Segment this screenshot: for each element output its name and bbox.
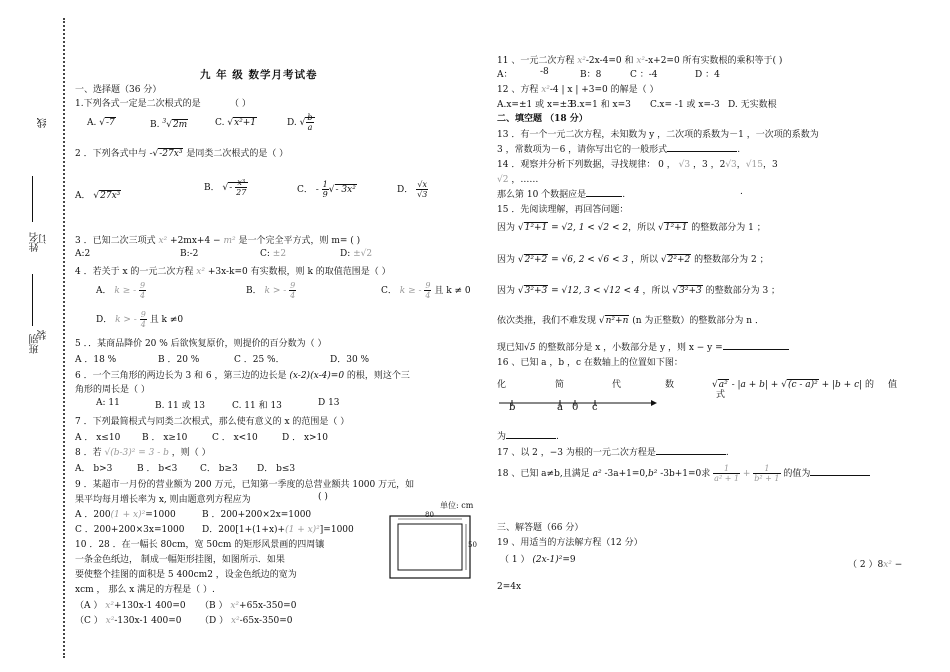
q1-paren: （ ） bbox=[230, 99, 251, 109]
q14-line2: 那么第 10 个数据应是 . bbox=[497, 190, 626, 200]
name-label: 姓名 bbox=[30, 232, 41, 252]
section-3-heading: 三、解答题（66 分） bbox=[497, 523, 584, 533]
q9-option-a: A ．200(1 + x)²=1000 bbox=[75, 510, 176, 520]
q8-option-d: D． b≤3 bbox=[257, 464, 296, 474]
q3-option-b: B:-2 bbox=[180, 249, 199, 259]
q10-line4: xcm ， 那么 x 满足的方程是（ ）. bbox=[75, 585, 215, 595]
figure-unit-label: 单位: cm bbox=[440, 501, 474, 510]
binding-zhuang: 装 bbox=[38, 330, 49, 340]
q15-row1: 因为 √1²+1 = √2, 1 < √2 < 2，所以 √1²+1 的整数部分为 1 ； bbox=[497, 223, 766, 233]
q9-option-d: D．200[1+(1+x)+(1 + x)²]=1000 bbox=[202, 525, 354, 535]
q10-option-d: （D ） x²-65x-350=0 bbox=[200, 616, 293, 626]
exam-title: 九 年 级 数学月考试卷 bbox=[200, 69, 318, 81]
q11-option-b: B：8 bbox=[580, 70, 602, 80]
q4-option-c: C． k ≥ - $\frac{9}{4}$ 且 k ≠ 0 bbox=[381, 281, 471, 300]
q16-stem: 16 、已知 a ，b ，c 在数轴上的位置如下图： bbox=[497, 358, 683, 368]
q1-option-d: D. √ $\frac{b}{a}$ bbox=[287, 113, 313, 132]
q7-option-c: C ． x<10 bbox=[212, 433, 258, 443]
q10-option-b: （B ） x²+65x-350=0 bbox=[200, 601, 297, 611]
q19-part2: （ 2 ）8x² − bbox=[848, 560, 903, 570]
q9-option-b: B ．200+200×2x=1000 bbox=[202, 510, 312, 520]
q12-stem: 12 、方程 x²-4 | x | +3=0 的解是（ ） bbox=[497, 85, 659, 95]
q13-line2: 3 ，常数项为－6 ，请你写出它的一般形式 . bbox=[497, 145, 741, 155]
q7-option-d: D ． x>10 bbox=[282, 433, 329, 443]
q15-row4: 依次类推，我们不难发现 √n²+n (n 为正整数）的整数部分为 n ． bbox=[497, 316, 764, 326]
q10-option-c: （C ） x²-130x-1 400=0 bbox=[75, 616, 182, 626]
q9-option-c: C ．200+200×3x=1000 bbox=[75, 525, 185, 535]
q8-option-c: C． b≥3 bbox=[200, 464, 238, 474]
q1-stem: 1.下列各式一定是二次根式的是 bbox=[75, 99, 201, 109]
q10-option-a: （A ） x²+130x-1 400=0 bbox=[75, 601, 186, 611]
q7-option-a: A ． x≤10 bbox=[75, 433, 121, 443]
q6-option-c: C. 11 和 13 bbox=[232, 401, 282, 411]
q6-option-b: B. 11 或 13 bbox=[155, 401, 205, 411]
figure-height-label: 50 bbox=[468, 541, 477, 549]
binding-xian: 线 bbox=[38, 118, 49, 128]
q19-part1: （ 1 ） (2x-1)²=9 bbox=[500, 555, 576, 565]
q17-stem: 17 、以 2 ，−3 为根的一元二次方程是 . bbox=[497, 448, 729, 458]
q3-stem: 3 ．已知二次三项式 x² +2mx+4 − m² 是一个完全平方式，则 m= ( ) bbox=[75, 236, 361, 246]
q4-option-d: D． k > - $\frac{9}{4}$ 且 k ≠0 bbox=[96, 310, 184, 329]
number-line-label-a: a bbox=[557, 402, 563, 413]
q1-option-b: B. $^3$√2m bbox=[150, 118, 188, 130]
frame-figure bbox=[380, 508, 480, 588]
class-underline bbox=[32, 274, 33, 326]
q16-answer-line: 为 . bbox=[497, 432, 559, 442]
q16-value-char: 值 bbox=[888, 380, 898, 390]
q6-stem-line1: 6 ．一个三角形的两边长为 3 和 6 ，第三边的边长是 (x-2)(x-4)=0 的根，则这个三 bbox=[75, 371, 410, 381]
q2-option-c: C． - $\frac{1}{9}$ √- 3x² bbox=[297, 180, 356, 199]
q6-option-d: D 13 bbox=[318, 398, 340, 408]
figure-width-label: 80 bbox=[425, 511, 434, 519]
q4-option-b: B． k > - $\frac{9}{4}$ bbox=[246, 281, 296, 300]
q9-line2: 果平均每月增长率为 x, 则由题意列方程应为 bbox=[75, 495, 251, 505]
q14-dot: . bbox=[740, 187, 743, 197]
q2-option-a: A． √27x³ bbox=[75, 191, 121, 201]
q11-option-a-value: -8 bbox=[540, 67, 549, 77]
q16-char-5: 式 bbox=[716, 390, 726, 400]
q5-option-c: C ．25 %． bbox=[234, 355, 285, 365]
number-line-label-0: 0 bbox=[572, 402, 579, 413]
q19-stem: 19 、用适当的方法解方程（12 分） bbox=[497, 538, 643, 548]
q5-option-d: D．30 % bbox=[330, 355, 370, 365]
class-label: 班别 bbox=[30, 334, 41, 354]
binding-ding: 订 bbox=[38, 234, 49, 244]
q12-option-c: C.x= -1 或 x=-3 bbox=[650, 100, 720, 110]
q7-option-b: B ． x≥10 bbox=[142, 433, 188, 443]
q1-option-c: C. √x²+1 bbox=[215, 118, 257, 128]
q8-stem: 8 ．若 √(b-3)² = 3 - b ，则（ ） bbox=[75, 448, 211, 458]
q15-row2: 因为 √2²+2 = √6, 2 < √6 < 3 ，所以 √2²+2 的整数部分为 2 ； bbox=[497, 255, 769, 265]
q16-char-1: 化 bbox=[497, 380, 507, 390]
q16-char-4: 数 bbox=[665, 380, 675, 390]
q15-stem: 15 ．先阅读理解，再回答问题： bbox=[497, 205, 629, 215]
q7-stem: 7 ．下列最简根式与同类二次根式，那么使有意义的 x 的范围是（ ） bbox=[75, 417, 350, 427]
q9-paren: ( ) bbox=[318, 492, 328, 502]
number-line-label-b: b bbox=[509, 402, 516, 413]
q8-option-a: A． b>3 bbox=[75, 464, 113, 474]
q4-stem: 4 ．若关于 x 的一元二次方程 x² +3x-k=0 有实数根，则 k 的取值范围是（ ） bbox=[75, 267, 391, 277]
q14-stem: 14 ．观察并分析下列数据，寻找规律： 0 ， √3 ，3 ，2√3，√15，3 bbox=[497, 160, 778, 170]
q14-seq-cont: √2 ，…… bbox=[497, 175, 539, 185]
q10-line2: 一条金色纸边， 制成一幅矩形挂图，如图所示．如果 bbox=[75, 555, 285, 565]
q15-row5: 现已知√5 的整数部分是 x ，小数部分是 y ，则 x − y = bbox=[497, 340, 789, 353]
q13-line1: 13 ．有一个一元二次方程，未知数为 y ，二次项的系数为－1 ，一次项的系数为 bbox=[497, 130, 819, 140]
q8-option-b: B ． b<3 bbox=[137, 464, 178, 474]
q16-char-2: 简 bbox=[555, 380, 565, 390]
q1-option-a: A. √-7 bbox=[87, 118, 115, 128]
q10-line1: 10 ．28 ．在一幅长 80cm，宽 50cm 的矩形风景画的四周镶 bbox=[75, 540, 325, 550]
q11-option-a: A： bbox=[497, 70, 513, 80]
q16-char-3: 代 bbox=[612, 380, 622, 390]
q2-stem: 2 ．下列各式中与 -√-27x³ 是同类二次根式的是（ ） bbox=[75, 149, 289, 159]
section-1-heading: 一、选择题（36 分） bbox=[75, 85, 162, 95]
q5-stem: 5 ．．某商品降价 20 % 后欲恢复原价，则提价的百分数为（ ） bbox=[75, 339, 327, 349]
q15-row3: 因为 √3²+3 = √12, 3 < √12 < 4 ，所以 √3²+3 的整数部分为 3 ； bbox=[497, 286, 781, 296]
q9-line1: 9 ．某超市一月份的营业额为 200 万元，已知第一季度的总营业额共 1000 万元，如 bbox=[75, 480, 415, 490]
q19-part2-line2: 2=4x bbox=[497, 582, 522, 592]
q4-option-a: A． k ≥ - $\frac{9}{4}$ bbox=[96, 281, 146, 300]
q11-option-c: C ：-4 bbox=[630, 70, 658, 80]
q16-expression: √a² - |a + b| + √(c - a)² + |b + c| 的 bbox=[712, 380, 875, 390]
q3-option-a: A:2 bbox=[75, 249, 91, 259]
number-line-label-c: c bbox=[592, 402, 598, 413]
q3-option-c: C: ±2 bbox=[260, 249, 287, 259]
q11-option-d: D ：4 bbox=[695, 70, 720, 80]
q3-option-d: D: ±√2 bbox=[340, 249, 373, 259]
q5-option-b: B ．20 % bbox=[158, 355, 200, 365]
q18-stem: 18 、已知 a≠b,且满足 a² -3a+1=0,b² -3b+1=0求 $\frac{1}{\text{a² + 1}}$ + $\frac{1}{\text{b² + 1}}$ 的值为 bbox=[497, 464, 870, 483]
q11-stem: 11 、一元二次方程 x²-2x-4=0 和 x²-x+2=0 所有实数根的乘积等于( ) bbox=[497, 56, 783, 66]
q2-option-d: D． $\frac{√x}{√3}$ bbox=[397, 180, 428, 199]
q6-option-a: A: 11 bbox=[96, 398, 120, 408]
q6-stem-line2: 角形的周长是（ ） bbox=[75, 385, 150, 395]
name-underline bbox=[32, 176, 33, 222]
section-2-heading: 二、填空题 （18 分） bbox=[497, 114, 588, 124]
q12-option-d: D. 无实数根 bbox=[728, 100, 777, 110]
q2-option-b: B． √- $\frac{\text{x³}}{27}$ bbox=[204, 178, 247, 197]
binding-dotted-line bbox=[63, 18, 65, 658]
q12-option-b: B.x=1 和 x=3 bbox=[570, 100, 631, 110]
q12-option-a: A.x=±1 或 x=±3 bbox=[497, 100, 573, 110]
q5-option-a: A ．18 % bbox=[75, 355, 117, 365]
q10-line3: 要使整个挂图的面积是 5 400cm2 ，设金色纸边的宽为 bbox=[75, 570, 297, 580]
